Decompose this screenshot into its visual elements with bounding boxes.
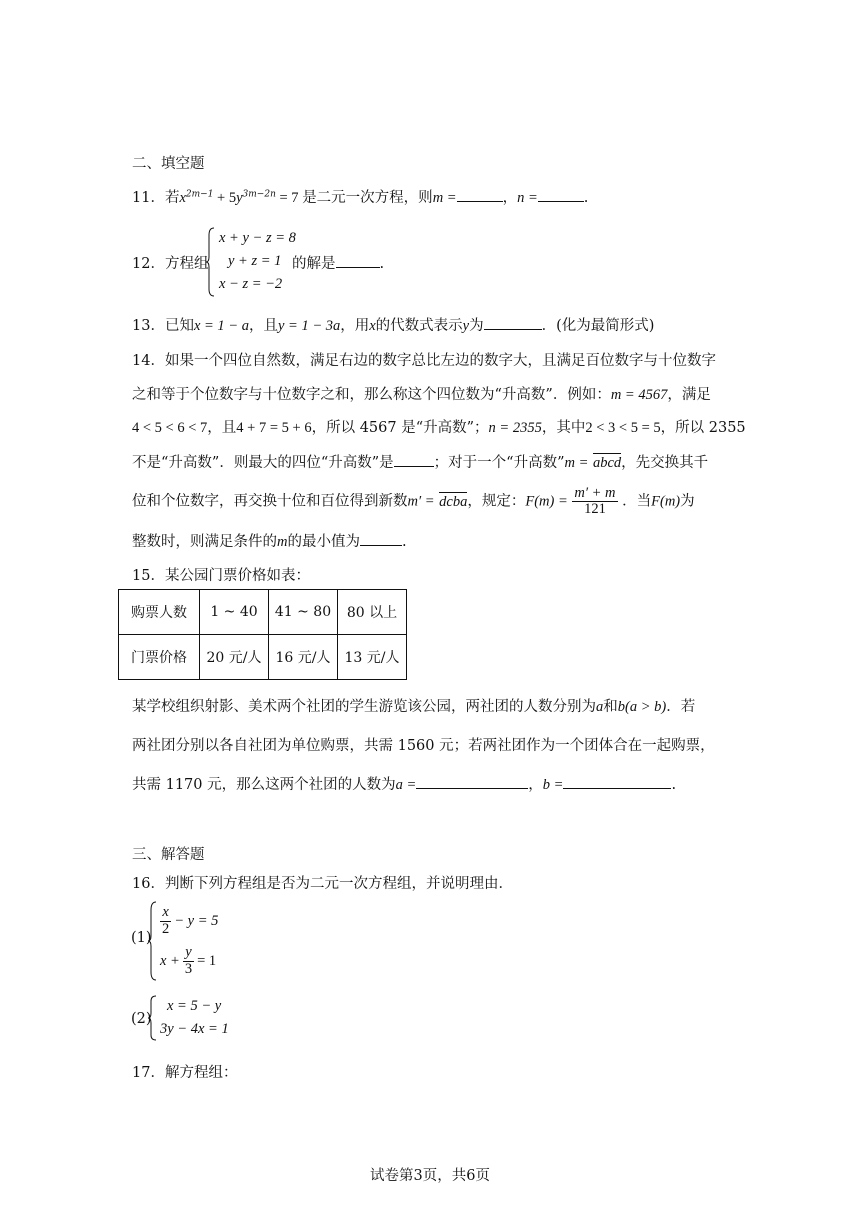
answer-blank-b[interactable] <box>563 773 671 789</box>
question-16-part-1-label: (1) <box>131 930 152 946</box>
question-11: 11．若$x^{2m-1} + 5y^{3m-2n} = 7$ 是二元一次方程，则m = ，n = . <box>132 186 588 207</box>
equation-system-16-2: x = 5 − y 3y − 4x = 1 <box>148 995 268 1041</box>
section-heading-solve: 三、解答题 <box>132 847 205 863</box>
equation-system-16-1: $\frac{x}{2}$ − y = 5 x + $\frac{y}{3}$ = 1 <box>148 901 268 981</box>
left-brace-icon <box>206 227 215 297</box>
question-16-title: 16．判断下列方程组是否为二元一次方程组，并说明理由． <box>132 876 513 892</box>
section-heading-fill-blank: 二、填空题 <box>132 156 205 172</box>
equation-system-q12: x + y − z = 8 y + z = 1 x − z = −2 <box>206 227 356 297</box>
question-12-label: 12．方程组 <box>132 256 209 272</box>
question-14-line-1: 14．如果一个四位自然数，满足右边的数字总比左边的数字大，且满足百位数字与十位数字 <box>132 353 716 369</box>
question-13: 13．已知x = 1 − a，且y = 1 − 3a，用x的代数式表示y为 ．(化为最简形式) <box>132 314 654 335</box>
answer-blank-min-m[interactable] <box>360 530 402 546</box>
question-14-line-3: 4 < 5 < 6 < 7，且4 + 7 = 5 + 6，所以 4567 是“升高数”；n = 2355，其中2 < 3 < 5 = 5，所以 2355 <box>132 420 746 436</box>
table-row: 门票价格 20 元/人 16 元/人 13 元/人 <box>119 635 407 680</box>
table-row: 购票人数 1 ~ 40 41 ~ 80 80 以上 <box>119 590 407 635</box>
question-14-line-2: 之和等于个位数字与十位数字之和，那么称这个四位数为“升高数”．例如：m = 4567，满足 <box>132 387 711 403</box>
answer-blank-m[interactable] <box>457 186 503 202</box>
answer-blank-q12[interactable] <box>336 252 380 268</box>
answer-blank-a[interactable] <box>416 773 528 789</box>
question-15-para-1: 某学校组织射影、美术两个社团的学生游览该公园，两社团的人数分别为a和b(a > b)．若 <box>132 699 696 715</box>
answer-blank-q13[interactable] <box>484 314 542 330</box>
page-footer: 试卷第3页，共6页 <box>370 1168 490 1184</box>
question-15-para-3: 共需 1170 元，那么这两个社团的人数为a = ，b = . <box>132 773 676 794</box>
left-brace-icon <box>148 995 157 1041</box>
question-14-line-4: 不是“升高数”．则最大的四位“升高数”是 ；对于一个“升高数”m = abcd，先交换其千 <box>132 451 708 472</box>
question-15-para-2: 两社团分别以各自社团为单位购票，共需 1560 元；若两社团作为一个团体合在一起购票， <box>132 738 715 754</box>
question-14-line-6: 整数时，则满足条件的m的最小值为 . <box>132 530 407 551</box>
question-17-title: 17．解方程组： <box>132 1065 238 1081</box>
question-12-tail: 的解是 . <box>292 252 384 273</box>
fraction-F: $\frac{m' + m}{121}$ <box>574 485 616 518</box>
left-brace-icon <box>148 901 157 981</box>
answer-blank-n[interactable] <box>538 186 584 202</box>
question-16-part-2-label: (2) <box>131 1011 152 1027</box>
ticket-price-table <box>118 589 407 680</box>
question-14-line-5: 位和个位数字，再交换十位和百位得到新数m′ = dcba，规定：F(m) = $\frac{m' + m}{121}$ ．当F(m)为 <box>132 485 695 518</box>
answer-blank-largest[interactable] <box>394 451 434 467</box>
question-15-title: 15．某公园门票价格如表： <box>132 568 310 584</box>
